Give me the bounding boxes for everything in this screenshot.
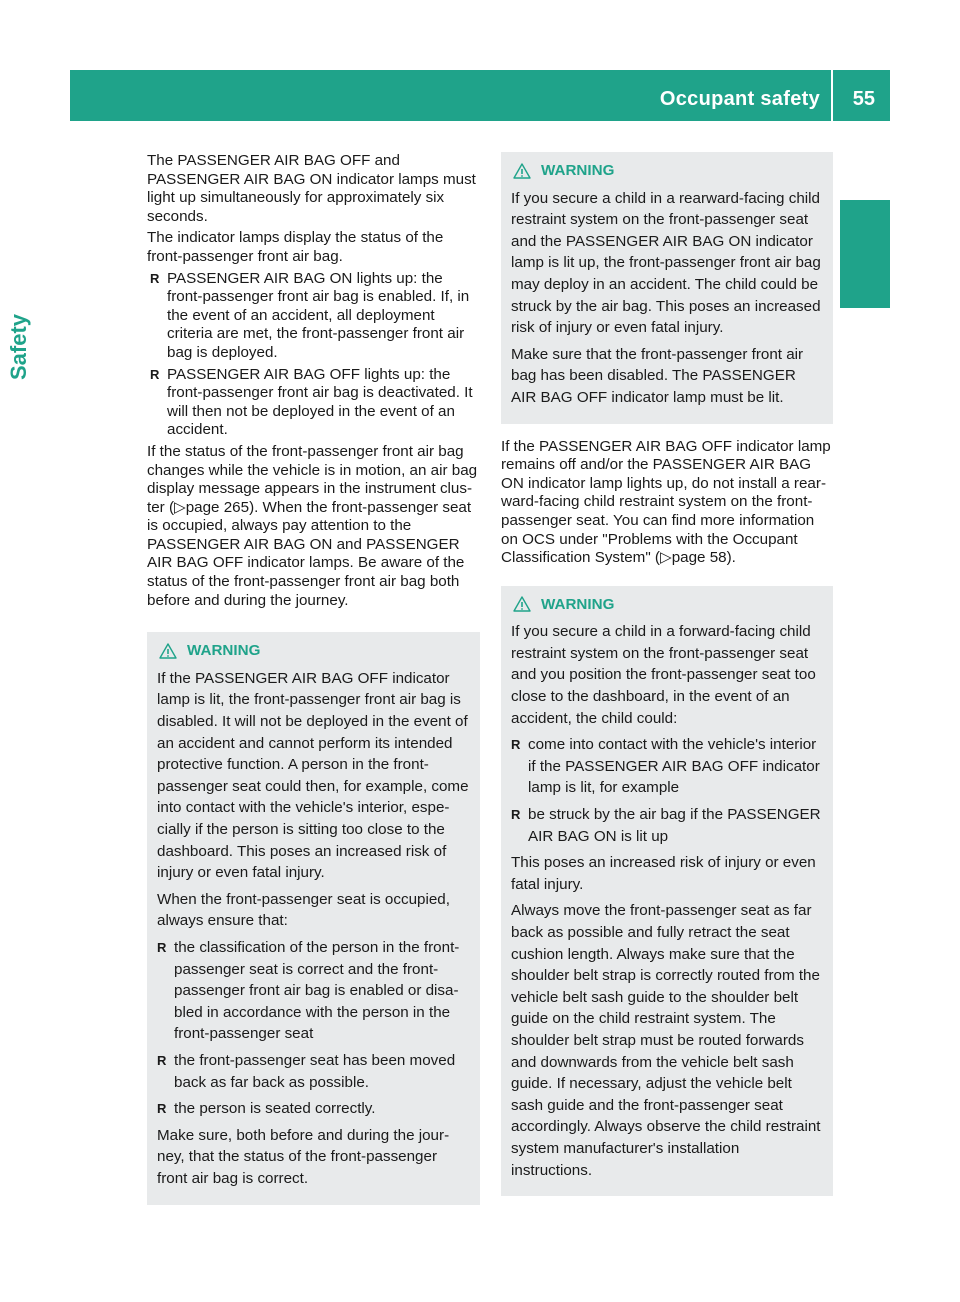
list-item: R be struck by the air bag if the PASSENGER AIR BAG ON is lit up [511, 804, 823, 847]
warning-text: If you secure a child in a forward-facing child restraint system on the front-passenger seat and you position the front-passenger seat too close to the dashboard, in the event of an accident, the child could: [511, 623, 816, 727]
warning-text: Make sure that the front-passenger front air bag has been disabled. The PASSENGER AIR BAG OFF indicator lamp must be lit. [511, 345, 804, 406]
warning-triangle-icon [159, 643, 177, 659]
warning-text: Always move the front-passenger seat as far back as possible and fully retract the seat cushion length. Always make sure that the shoulder belt strap is correctly routed from the vehicle belt sash guide to the shoulder belt guide on the child restraint system. The shoulder belt strap must be routed forwards and downwards from the vehicle belt sash guide. If necessary, adjust the vehicle belt sash guide and the front-passenger seat accordingly. Always observe the child restraint system manufacturer's installation instructions. [511, 902, 821, 1179]
warning-heading: WARNING [511, 594, 823, 616]
warning-text: Make sure, both before and during the journey, that the status of the front-passenger front air bag is correct. [157, 1126, 450, 1187]
warning-box [501, 152, 833, 424]
list-item: R the front-passenger seat has been moved back as far back as possible. [157, 1050, 470, 1093]
ocs-paragraph: If the PASSENGER AIR BAG OFF indicator lamp remains off and/or the PASSENGER AIR BAG ON indicator lamp lights up, do not install a rear-ward-facing child restraint system on the front-passenger seat. You can find more information on OCS under "Problems with the Occupant Classification System" (▷page 58). [501, 437, 831, 567]
section-title: Occupant safety [659, 88, 820, 110]
side-tab-label: Safety [6, 313, 31, 380]
list-item: R PASSENGER AIR BAG ON lights up: the front-passenger front air bag is enabled. If, in the event of an accident, all deployment criteria are met, the front-passenger front air bag is deployed. [147, 270, 480, 363]
list-item: R the classification of the person in the front-passenger seat is correct and the front-passenger front air bag is enabled or disabled in accordance with the person in the front-passenger seat [157, 937, 470, 1045]
warning-heading: WARNING [157, 640, 470, 662]
intro-paragraph: The PASSENGER AIR BAG OFF and PASSENGER AIR BAG ON indicator lamps must light up simultaneously for approximately six seconds. [147, 152, 476, 225]
header-divider [831, 70, 833, 121]
warning-text: If you secure a child in a rearward-facing child restraint system on the front-passenger seat and the PASSENGER AIR BAG ON indicator lamp is lit up, the front-passenger front air bag may deploy in an accident. The child could be struck by the air bag. This poses an increased risk of injury or even fatal injury. [511, 189, 821, 337]
motion-paragraph: If the status of the front-passenger front air bag changes while the vehicle is in motion, an air bag display message appears in the instrument cluster (▷page 265). When the front-passenger seat is occupied, always pay attention to the PASSENGER AIR BAG ON and PASSENGER AIR BAG OFF indicator lamps. Be aware of the status of the front-passenger front air bag both before and during the journey. [147, 442, 478, 609]
left-column [147, 152, 480, 1205]
right-column [501, 152, 833, 1196]
warning-text: When the front-passenger seat is occupied, always ensure that: [157, 890, 450, 930]
status-paragraph: The indicator lamps display the status of the front-passenger front air bag. [147, 229, 444, 265]
page-number: 55 [852, 88, 875, 110]
list-item: R PASSENGER AIR BAG OFF lights up: the front-passenger front air bag is deactivated. It will then not be deployed in the event of an accident. [147, 366, 480, 440]
warning-text: This poses an increased risk of injury or even fatal injury. [511, 854, 816, 893]
warning-box [501, 586, 833, 1196]
list-item: R the person is seated correctly. [157, 1098, 470, 1120]
page-reference-arrow-icon: ▷ [660, 549, 672, 567]
warning-triangle-icon [513, 596, 531, 612]
page-header [70, 70, 890, 121]
warning-heading: WARNING [511, 160, 823, 182]
side-tab [840, 200, 890, 308]
warning-box [147, 632, 480, 1204]
page-reference-arrow-icon: ▷ [174, 498, 186, 516]
page-reference-link[interactable]: page 265 [185, 498, 250, 516]
page-reference-link[interactable]: page 58 [671, 549, 727, 567]
warning-text: If the PASSENGER AIR BAG OFF indicator lamp is lit, the front-passenger front air bag is disabled. It will not be deployed in the event of an accident and cannot perform its intended protective function. A person in the front-passenger seat could then, for example, come into contact with the vehicle's interior, especially if the person is sitting too close to the dashboard. This poses an increased risk of injury or even fatal injury. [157, 669, 469, 882]
warning-triangle-icon [513, 163, 531, 179]
list-item: R come into contact with the vehicle's interior if the PASSENGER AIR BAG OFF indicator lamp is lit, for example [511, 734, 823, 799]
